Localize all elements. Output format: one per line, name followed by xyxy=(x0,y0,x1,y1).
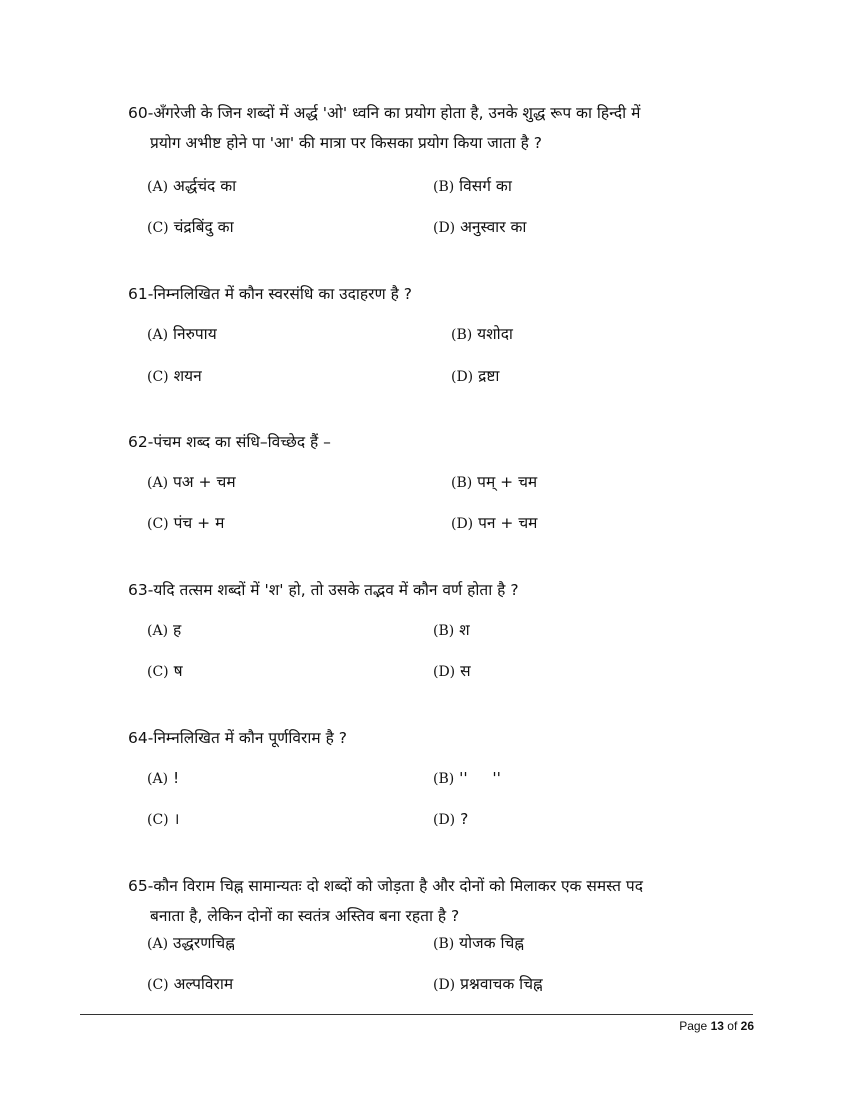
question-text xyxy=(128,279,752,309)
page-current: 13 xyxy=(710,1019,724,1033)
option-a: (A) अर्द्धचंद का xyxy=(147,177,237,195)
option-b: (B) योजक चिह्न xyxy=(433,934,524,952)
footer-divider xyxy=(80,1014,753,1015)
page-number xyxy=(679,1019,754,1033)
option-d: (D) पन + चम xyxy=(451,514,538,532)
option-d: (D) अनुस्वार का xyxy=(433,218,527,236)
page-of: of xyxy=(727,1019,738,1033)
option-c: (C) चंद्रबिंदु का xyxy=(147,218,234,236)
option-b: (B) '' '' xyxy=(433,769,501,787)
option-a: (A) ह xyxy=(147,621,182,639)
question-line-1: 65-कौन विराम चिह्न सामान्यतः दो शब्दों को जोड़ता है और दोनों को मिलाकर एक समस्त पद xyxy=(128,877,643,895)
question-line-1: 64-निम्नलिखित में कौन पूर्णविराम है ? xyxy=(128,729,347,747)
option-b: (B) पम् + चम xyxy=(451,473,538,491)
option-a: (A) उद्धरणचिह्न xyxy=(147,934,235,952)
option-c: (C) ष xyxy=(147,662,183,680)
question-line-2: प्रयोग अभीष्ट होने पा 'आ' की मात्रा पर किसका प्रयोग किया जाता है ? xyxy=(150,134,542,152)
option-d: (D) ? xyxy=(433,810,469,828)
option-b: (B) विसर्ग का xyxy=(433,177,512,195)
option-d: (D) द्रष्टा xyxy=(451,367,500,385)
option-d: (D) स xyxy=(433,662,471,680)
option-b: (B) यशोदा xyxy=(451,325,513,343)
question-line-1: 62-पंचम शब्द का संधि–विच्छेद हैं – xyxy=(128,433,331,451)
option-c: (C) । xyxy=(147,810,180,828)
option-c: (C) अल्पविराम xyxy=(147,975,234,993)
question-text xyxy=(128,575,752,605)
question-text xyxy=(128,871,752,931)
question-text xyxy=(128,427,752,457)
option-d: (D) प्रश्नवाचक चिह्न xyxy=(433,975,543,993)
question-line-2: बनाता है, लेकिन दोनों का स्वतंत्र अस्तिव बना रहता है ? xyxy=(150,907,460,925)
page-prefix: Page xyxy=(679,1019,708,1033)
question-line-1: 60-अँगरेजी के जिन शब्दों में अर्द्ध 'ओ' ध्वनि का प्रयोग होता है, उनके शुद्ध रूप का हिन्दी में xyxy=(128,104,641,122)
option-a: (A) पअ + चम xyxy=(147,473,236,491)
option-c: (C) शयन xyxy=(147,367,202,385)
option-a: (A) ! xyxy=(147,769,180,787)
page-total: 26 xyxy=(740,1019,754,1033)
question-line-1: 61-निम्नलिखित में कौन स्वरसंधि का उदाहरण है ? xyxy=(128,285,412,303)
option-b: (B) श xyxy=(433,621,470,639)
question-text xyxy=(128,98,752,158)
question-line-1: 63-यदि तत्सम शब्दों में 'श' हो, तो उसके तद्भव में कौन वर्ण होता है ? xyxy=(128,581,519,599)
option-c: (C) पंच + म xyxy=(147,514,225,532)
option-a: (A) निरुपाय xyxy=(147,325,217,343)
question-text xyxy=(128,723,752,753)
